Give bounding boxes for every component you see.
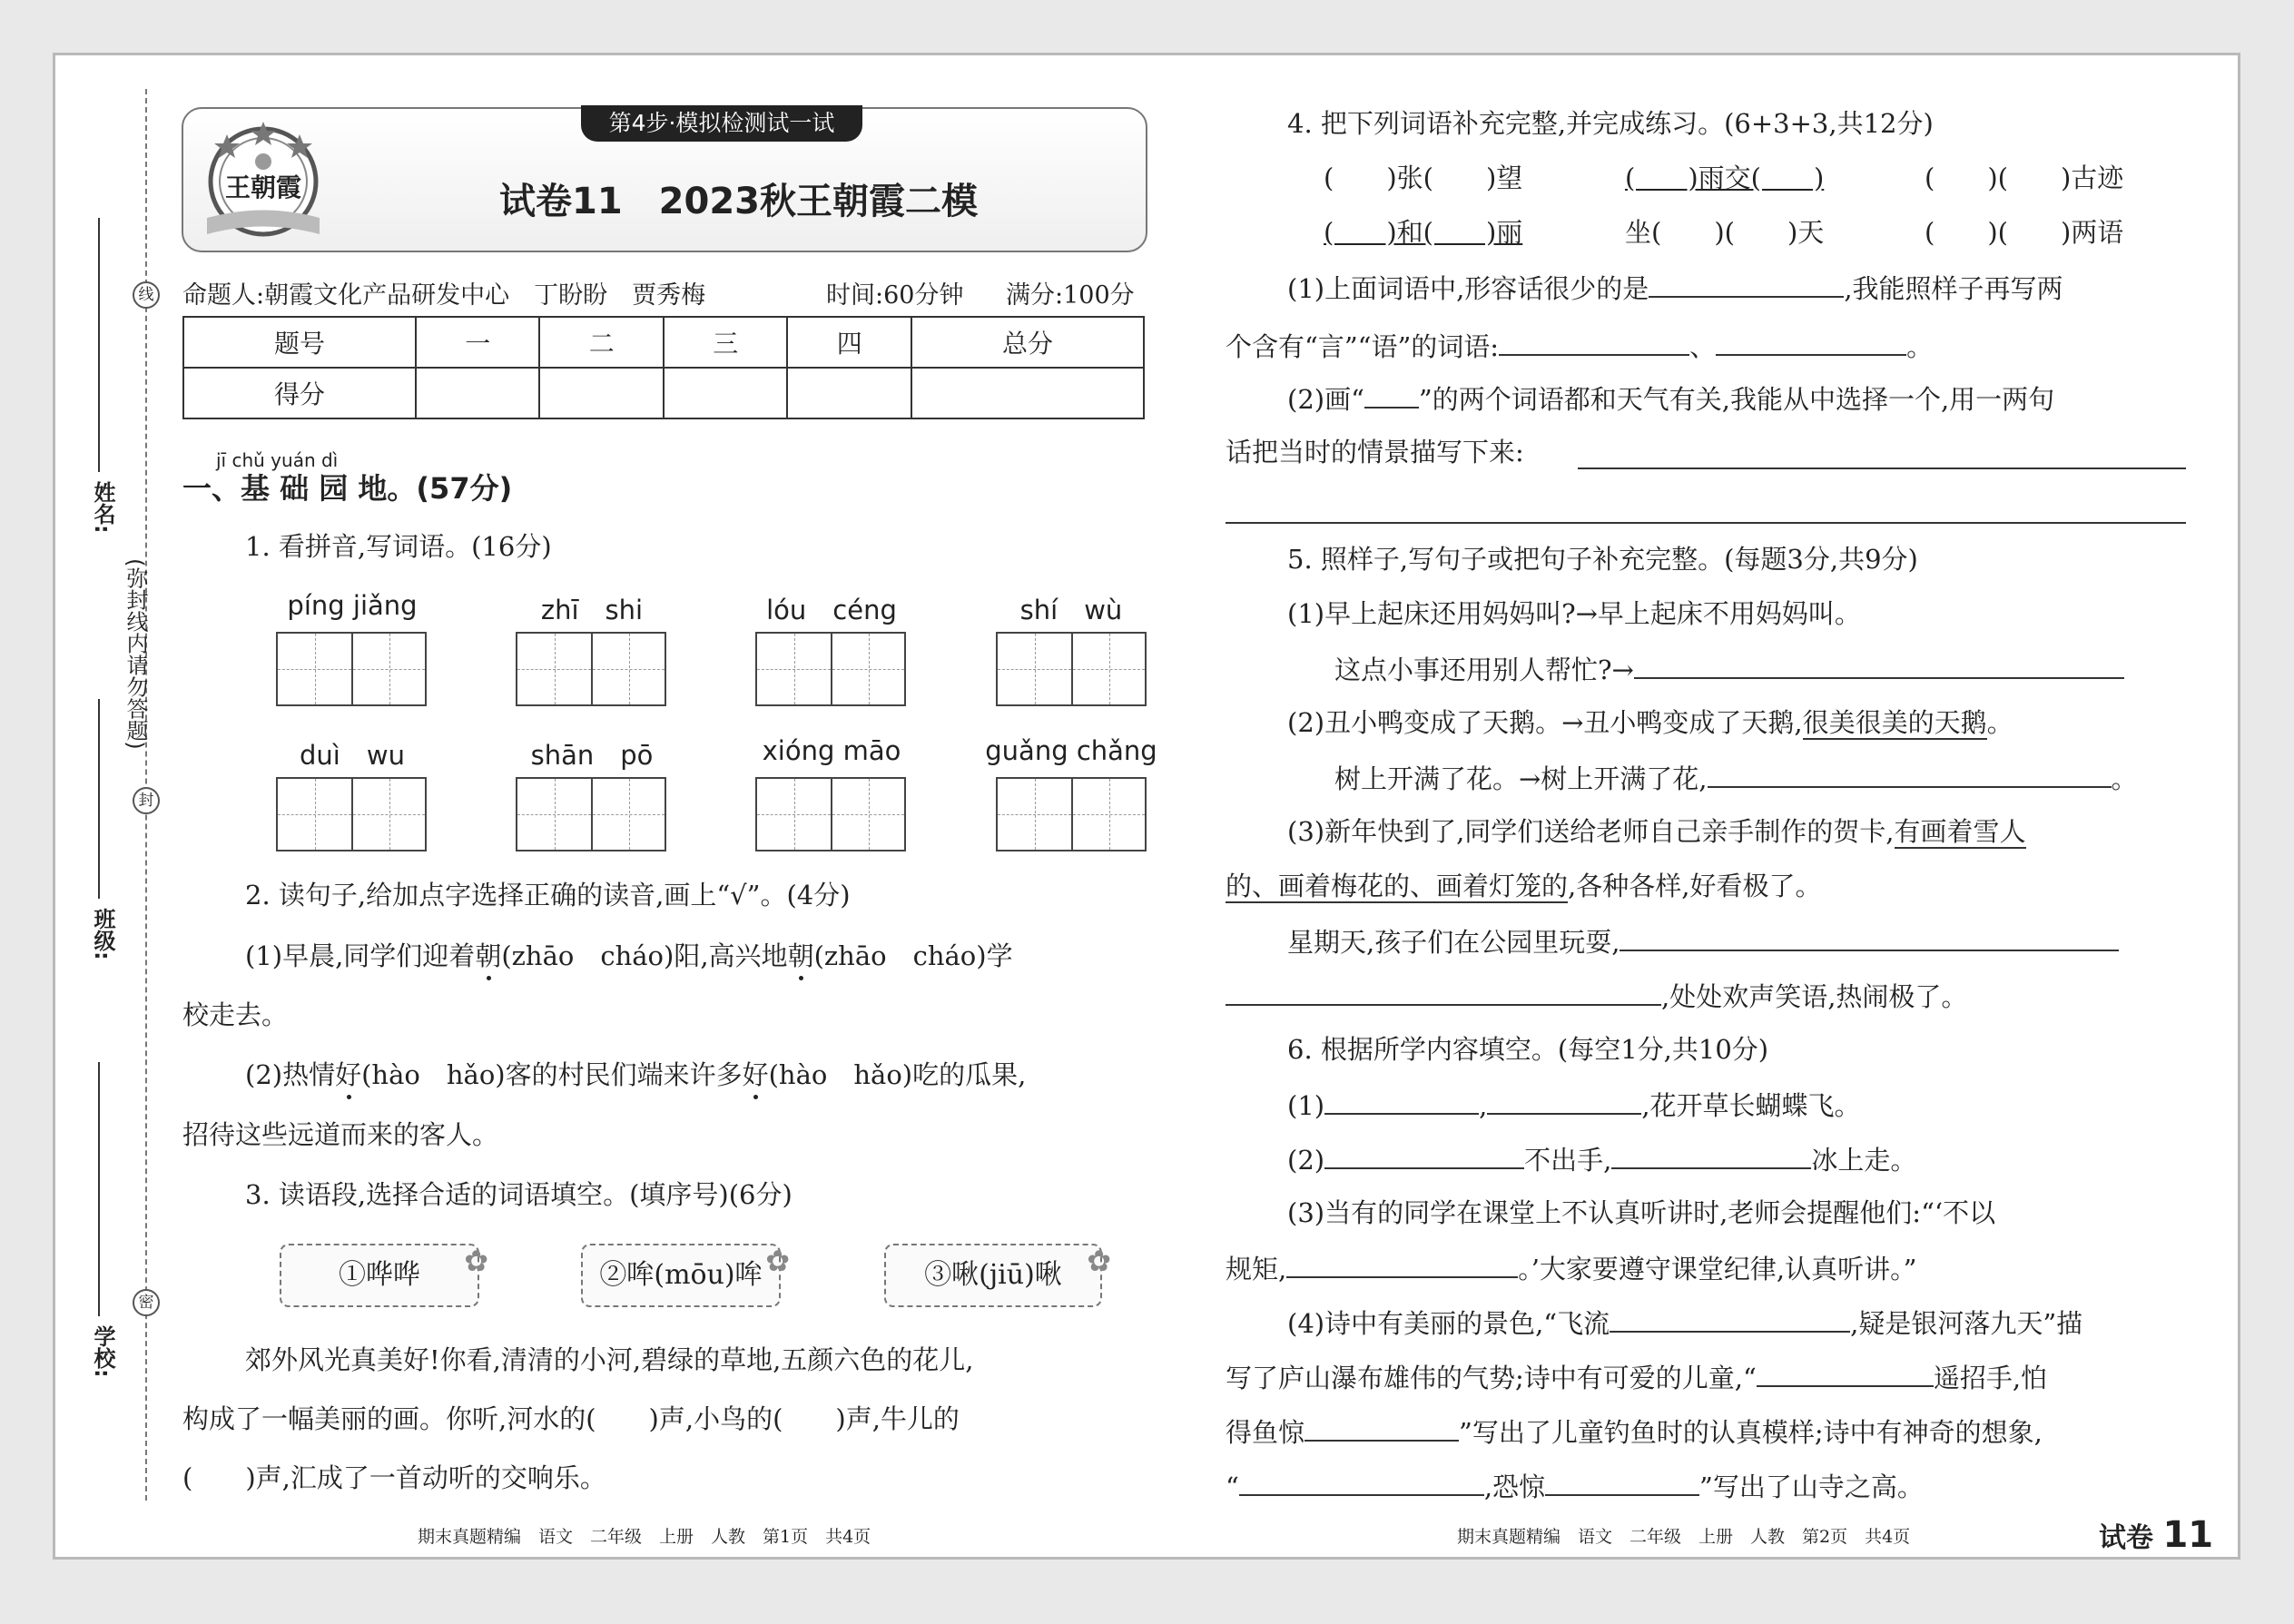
q6-text: ,恐惊 — [1483, 1471, 1546, 1502]
dotted-char: 朝 — [787, 940, 814, 971]
full-score-info: 满分:100分 — [1006, 281, 1135, 310]
answer-blank[interactable] — [1226, 979, 1661, 1006]
class-field[interactable] — [98, 699, 100, 899]
logo-text: 王朝霞 — [224, 172, 302, 202]
pinyin-choice[interactable]: (zhāo cháo)学 — [813, 940, 1013, 971]
paper-number-label: 试卷 — [2099, 1522, 2153, 1554]
pinyin-label: shí wù — [1019, 595, 1123, 625]
q6-text: “ — [1226, 1471, 1239, 1502]
q6-text: (4)诗中有美丽的景色,“飞流 — [1287, 1308, 1610, 1339]
option-text: ③啾(jiū)啾 — [924, 1259, 1062, 1291]
q5-example-3 — [1287, 815, 2026, 850]
answer-blank[interactable] — [1620, 924, 2119, 951]
option-text: ①哗哗 — [339, 1259, 420, 1291]
flower-icon: ✿ — [464, 1244, 488, 1278]
q2-sentence-1-cont: 校走去。 — [182, 999, 289, 1030]
writing-grid[interactable] — [516, 777, 666, 851]
pinyin-label: guǎng chǎng — [985, 735, 1157, 766]
q4-text: 个含有“言”“语”的词语: — [1226, 331, 1500, 362]
name-label: 姓名: — [90, 481, 115, 534]
seal-mark-xian: 线 — [133, 281, 160, 309]
question-1: 1. 看拼音,写词语。(16分) — [245, 531, 552, 562]
q4-text: 。 — [1906, 331, 1934, 362]
q6-item-4-cont — [1226, 1360, 2047, 1396]
q6-text: 。’大家要遵守课堂纪律,认真听讲。” — [1518, 1254, 1917, 1284]
answer-blank[interactable] — [1708, 761, 2112, 788]
paper-number-value: 11 — [2162, 1514, 2214, 1556]
seal-mark-mi: 密 — [133, 1289, 160, 1316]
answer-blank[interactable] — [1649, 271, 1844, 298]
q4-part-2 — [1287, 381, 2054, 418]
q4-text: ”的两个词语都和天气有关,我能从中选择一个,用一两句 — [1418, 384, 2055, 415]
answer-blank[interactable] — [1757, 1360, 1934, 1387]
q6-text: 规矩, — [1226, 1254, 1287, 1284]
pinyin-label: xióng māo — [762, 735, 901, 766]
q6-text: ”写出了山寺之高。 — [1699, 1471, 1924, 1502]
score-table-score-row — [183, 368, 1144, 418]
score-input-cell[interactable] — [911, 368, 1144, 418]
question-3: 3. 读语段,选择合适的词语填空。(填序号)(6分) — [245, 1179, 793, 1210]
writing-grid[interactable] — [755, 632, 906, 706]
footer-right: 期末真题精编 语文 二年级 上册 人教 第2页 共4页 — [1457, 1527, 1911, 1547]
score-table-cell: 题号 — [183, 317, 416, 368]
q4-word-r2c1[interactable]: ( )和( )丽 — [1324, 217, 1523, 248]
flower-icon: ✿ — [765, 1244, 790, 1278]
seal-mark-feng: 封 — [133, 787, 160, 814]
score-table-cell: 总分 — [911, 317, 1144, 368]
q5-text: 。 — [2111, 763, 2138, 794]
writing-grid[interactable] — [276, 632, 427, 706]
answer-blank[interactable] — [1324, 1142, 1524, 1169]
q6-text: 得鱼惊 — [1226, 1417, 1305, 1448]
answer-line[interactable] — [1226, 522, 2186, 524]
underlined-phrase: 有画着雪人 — [1894, 816, 2026, 847]
q4-text: (1)上面词语中,形容话很少的是 — [1287, 273, 1649, 304]
q2-sentence-1 — [245, 940, 1013, 974]
q6-item-3: (3)当有的同学在课堂上不认真听讲时,老师会提醒他们:“‘不以 — [1287, 1197, 1996, 1228]
q6-text: , — [1479, 1090, 1488, 1121]
underlined-phrase: 的、画着梅花的、画着灯笼的 — [1226, 871, 1569, 901]
q5-text: ,处处欢声笑语,热闹极了。 — [1661, 981, 1968, 1012]
underlined-phrase: 很美很美的天鹅 — [1802, 707, 1987, 738]
pinyin-label: lóu céng — [766, 595, 897, 625]
pinyin-choice[interactable]: (hào hǎo)吃的瓜果, — [768, 1059, 1027, 1090]
q5-text: (2)丑小鸭变成了天鹅。→丑小鸭变成了天鹅, — [1287, 707, 1803, 738]
school-label: 学校: — [90, 1325, 115, 1378]
q5-text: 。 — [1986, 707, 2013, 738]
setter-info: 命题人:朝霞文化产品研发中心 丁盼盼 贾秀梅 — [182, 281, 706, 310]
q5-text: 这点小事还用别人帮忙?→ — [1334, 655, 1634, 685]
writing-grid[interactable] — [516, 632, 666, 706]
dotted-char: 朝 — [475, 940, 502, 971]
q6-item-4-cont3 — [1226, 1469, 1924, 1505]
score-table-cell: 三 — [664, 317, 788, 368]
score-table-cell: 一 — [416, 317, 540, 368]
answer-blank[interactable] — [1487, 1088, 1641, 1115]
q5-task-1 — [1334, 652, 2124, 688]
q4-word-r1c2[interactable]: ( )雨交( ) — [1625, 162, 1825, 193]
q4-word-r1c3[interactable]: ( )( )古迹 — [1925, 162, 2124, 193]
q6-text: ,花开草长蝴蝶飞。 — [1641, 1090, 1861, 1121]
q3-paragraph-line-3: ( )声,汇成了一首动听的交响乐。 — [182, 1462, 606, 1493]
q4-word-r2c3[interactable]: ( )( )两语 — [1925, 217, 2124, 248]
pinyin-label: duì wu — [300, 740, 405, 771]
q3-paragraph-line-1: 郊外风光真美好!你看,清清的小河,碧绿的草地,五颜六色的花儿, — [245, 1344, 974, 1375]
q6-text: 不出手, — [1524, 1145, 1612, 1176]
q5-example-1: (1)早上起床还用妈妈叫?→早上起床不用妈妈叫。 — [1287, 598, 1861, 629]
score-input-cell[interactable] — [664, 368, 788, 418]
q6-item-4 — [1287, 1305, 2082, 1342]
option-box-3 — [884, 1244, 1111, 1307]
option-box-1 — [280, 1244, 488, 1307]
q6-text: (1) — [1287, 1090, 1325, 1121]
answer-blank[interactable] — [1286, 1251, 1518, 1278]
q6-item-3-cont — [1226, 1251, 1916, 1287]
q4-word-r2c2[interactable]: 坐( )( )天 — [1625, 217, 1825, 248]
score-input-cell[interactable] — [416, 368, 540, 418]
q6-item-1 — [1287, 1088, 1861, 1124]
q6-item-4-cont2 — [1226, 1414, 2043, 1451]
option-box-2 — [581, 1244, 790, 1307]
q4-text: (2)画“ — [1287, 384, 1364, 415]
answer-blank[interactable] — [1545, 1469, 1699, 1496]
pinyin-label: shān pō — [530, 740, 654, 771]
binding-warning: (弥封线内请勿答题) — [123, 558, 148, 750]
writing-grid[interactable] — [996, 777, 1147, 851]
q6-text: ,疑是银河落九天”描 — [1850, 1308, 2083, 1339]
answer-blank[interactable] — [1305, 1414, 1459, 1442]
q5-task-2 — [1334, 761, 2138, 797]
q6-text: 遥招手,怕 — [1933, 1363, 2048, 1393]
writing-grid[interactable] — [996, 632, 1147, 706]
dotted-char: 好 — [335, 1059, 362, 1090]
dotted-char: 好 — [742, 1059, 769, 1090]
step-tab: 第4步·模拟检测试一试 — [581, 105, 862, 142]
underline-sample — [1364, 381, 1419, 408]
flower-icon: ✿ — [1087, 1244, 1111, 1278]
score-input-cell[interactable] — [539, 368, 664, 418]
pinyin-choice[interactable]: (zhāo cháo)阳,高兴地 — [501, 940, 788, 971]
pinyin-label: zhī shi — [540, 595, 644, 625]
score-table — [182, 316, 1145, 419]
score-input-cell[interactable] — [787, 368, 911, 418]
q2-sentence-2-cont: 招待这些远道而来的客人。 — [182, 1119, 499, 1150]
q2-text: (2)热情 — [245, 1059, 336, 1090]
q6-item-2 — [1287, 1142, 1916, 1178]
score-table-cell: 二 — [539, 317, 664, 368]
writing-grid[interactable] — [755, 777, 906, 851]
answer-blank[interactable] — [1610, 1305, 1850, 1333]
class-label: 班级: — [90, 908, 115, 960]
q4-part-1-cont — [1226, 329, 1933, 365]
q4-part-2-cont: 话把当时的情景描写下来: — [1226, 437, 1524, 468]
score-table-cell: 四 — [787, 317, 911, 368]
question-5: 5. 照样子,写句子或把句子补充完整。(每题3分,共9分) — [1287, 544, 1918, 575]
q6-text: 冰上走。 — [1811, 1145, 1917, 1176]
writing-grid[interactable] — [276, 777, 427, 851]
answer-blank[interactable] — [1324, 1088, 1479, 1115]
q5-text: 星期天,孩子们在公园里玩耍, — [1287, 927, 1620, 958]
answer-blank[interactable] — [1716, 329, 1906, 356]
q4-word-r1c1[interactable]: ( )张( )望 — [1324, 162, 1523, 193]
score-table-cell: 得分 — [183, 368, 416, 418]
answer-line[interactable] — [1578, 468, 2186, 469]
q6-text: ”写出了儿童钓鱼时的认真模样;诗中有神奇的想象, — [1459, 1417, 2043, 1448]
section-pinyin: jī chǔ yuán dì — [216, 449, 339, 471]
name-field[interactable] — [98, 218, 100, 472]
score-table-header-row — [183, 317, 1144, 368]
brand-logo — [200, 116, 327, 241]
paper-title: 试卷11 2023秋王朝霞二模 — [499, 181, 978, 222]
q6-text: (2) — [1287, 1145, 1325, 1176]
answer-blank[interactable] — [1499, 329, 1689, 356]
answer-blank[interactable] — [1239, 1469, 1484, 1496]
paper-number — [2099, 1514, 2213, 1556]
q4-text: ,我能照样子再写两 — [1844, 273, 2063, 304]
question-4: 4. 把下列词语补充完整,并完成练习。(6+3+3,共12分) — [1287, 108, 1934, 139]
question-6: 6. 根据所学内容填空。(每空1分,共10分) — [1287, 1034, 1769, 1065]
question-2: 2. 读句子,给加点字选择正确的读音,画上“√”。(4分) — [245, 880, 851, 910]
footer-left: 期末真题精编 语文 二年级 上册 人教 第1页 共4页 — [418, 1527, 871, 1547]
answer-blank[interactable] — [1634, 652, 2124, 679]
q4-part-1 — [1287, 271, 2063, 307]
school-field[interactable] — [98, 1062, 100, 1316]
q2-sentence-2 — [245, 1058, 1026, 1093]
section-title: 一、基 础 园 地。(57分) — [182, 471, 513, 506]
time-info: 时间:60分钟 — [826, 281, 964, 310]
q5-task-3-cont — [1226, 979, 1967, 1015]
q4-text: 、 — [1689, 331, 1717, 362]
pinyin-label: píng jiǎng — [287, 590, 418, 621]
q5-text: (3)新年快到了,同学们送给老师自己亲手制作的贺卡, — [1287, 816, 1895, 847]
q6-text: 写了庐山瀑布雄伟的气势;诗中有可爱的儿童,“ — [1226, 1363, 1757, 1393]
q5-text: ,各种各样,好看极了。 — [1568, 871, 1822, 901]
q5-text: 树上开满了花。→树上开满了花, — [1334, 763, 1708, 794]
q5-example-3-cont — [1226, 870, 1821, 904]
q5-example-2 — [1287, 706, 2013, 741]
q3-paragraph-line-2: 构成了一幅美丽的画。你听,河水的( )声,小鸟的( )声,牛儿的 — [182, 1403, 960, 1434]
q5-task-3 — [1287, 924, 2119, 960]
pinyin-choice[interactable]: (hào hǎo)客的村民们端来许多 — [361, 1059, 743, 1090]
answer-blank[interactable] — [1611, 1142, 1811, 1169]
q2-text: (1)早晨,同学们迎着 — [245, 940, 476, 971]
option-text: ②哞(mōu)哞 — [599, 1259, 763, 1291]
